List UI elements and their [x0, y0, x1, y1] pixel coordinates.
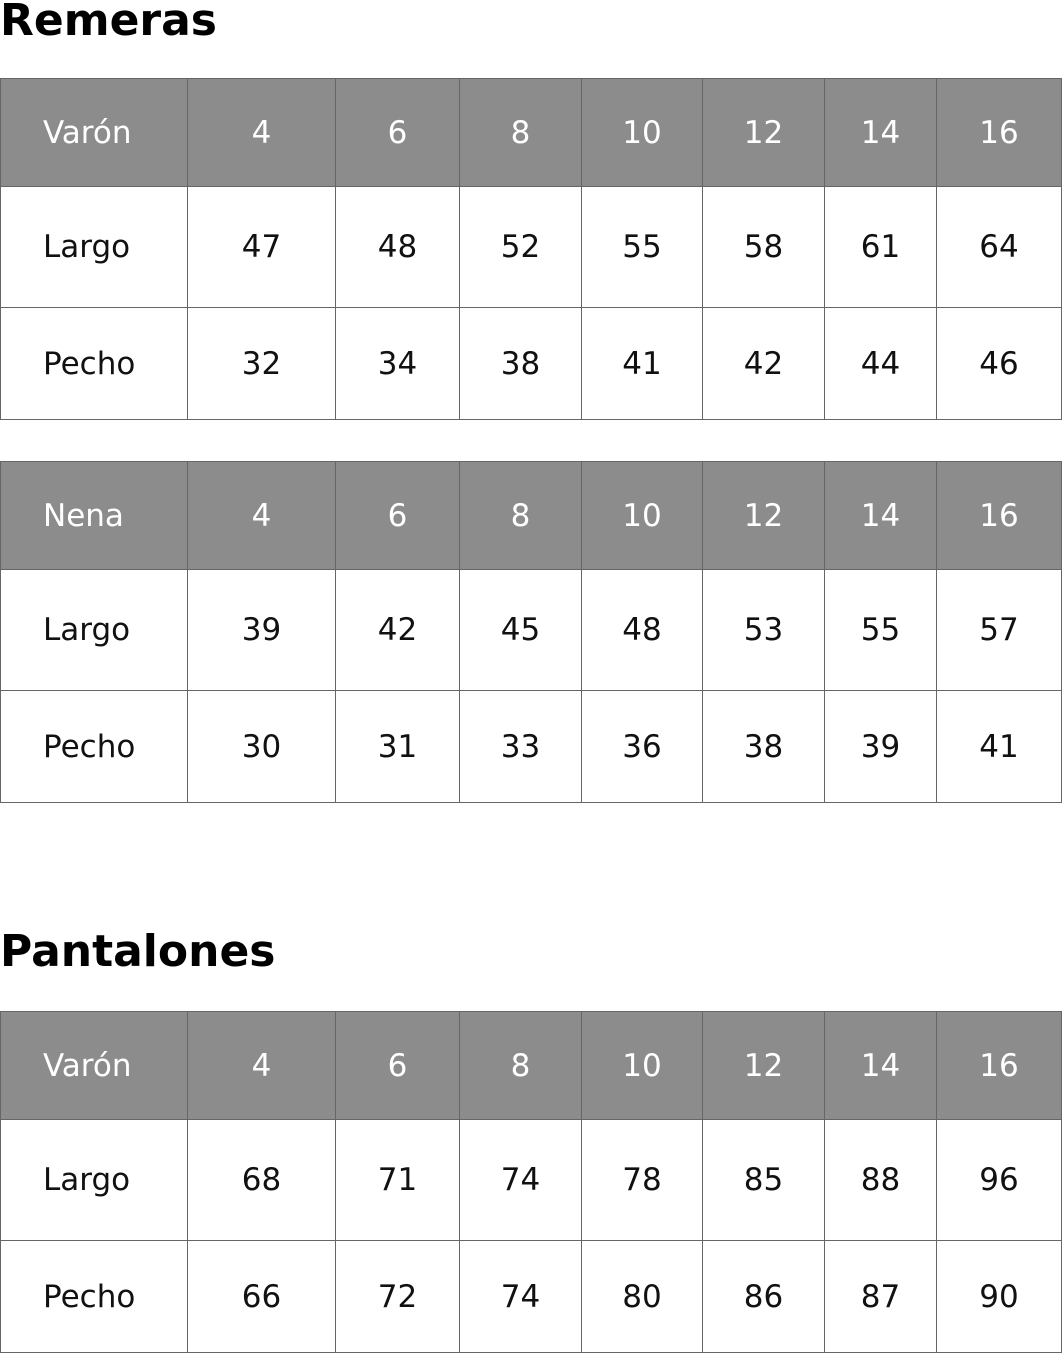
table-cell: 74: [460, 1120, 582, 1241]
table-cell: 74: [460, 1241, 582, 1353]
table-cell: 46: [937, 308, 1062, 420]
row-label: Pecho: [1, 1241, 188, 1353]
table-cell: 32: [188, 308, 336, 420]
header-cell-size: 16: [937, 462, 1062, 570]
row-label: Largo: [1, 570, 188, 691]
table-cell: 48: [582, 570, 703, 691]
table-row-pecho: [1, 308, 1062, 420]
header-cell-size: 8: [460, 1012, 582, 1120]
table-cell: 72: [336, 1241, 460, 1353]
table-cell: 86: [703, 1241, 825, 1353]
header-cell-gender: Nena: [1, 462, 188, 570]
table-cell: 42: [336, 570, 460, 691]
table-cell: 96: [937, 1120, 1062, 1241]
header-cell-size: 6: [336, 79, 460, 187]
table-cell: 39: [188, 570, 336, 691]
table-cell: 68: [188, 1120, 336, 1241]
row-label: Largo: [1, 187, 188, 308]
table-cell: 85: [703, 1120, 825, 1241]
table-cell: 55: [825, 570, 937, 691]
table-row-largo: [1, 570, 1062, 691]
table-cell: 90: [937, 1241, 1062, 1353]
header-cell-size: 8: [460, 462, 582, 570]
header-cell-gender: Varón: [1, 79, 188, 187]
table-row-largo: [1, 1120, 1062, 1241]
table-cell: 38: [703, 691, 825, 803]
header-cell-size: 14: [825, 462, 937, 570]
section-title-pantalones: Pantalones: [0, 926, 276, 977]
section-title-remeras: Remeras: [0, 0, 217, 46]
table-header-row: [1, 1012, 1062, 1120]
table-cell: 45: [460, 570, 582, 691]
header-cell-size: 12: [703, 79, 825, 187]
table-cell: 52: [460, 187, 582, 308]
table-row-largo: [1, 187, 1062, 308]
row-label: Pecho: [1, 308, 188, 420]
header-cell-size: 4: [188, 462, 336, 570]
size-table-pantalones-varon: [0, 1011, 1062, 1353]
row-label: Largo: [1, 1120, 188, 1241]
table-cell: 41: [937, 691, 1062, 803]
header-cell-size: 16: [937, 1012, 1062, 1120]
header-cell-size: 10: [582, 1012, 703, 1120]
header-cell-gender: Varón: [1, 1012, 188, 1120]
table-cell: 71: [336, 1120, 460, 1241]
table-cell: 66: [188, 1241, 336, 1353]
table-cell: 64: [937, 187, 1062, 308]
table-cell: 33: [460, 691, 582, 803]
table-cell: 41: [582, 308, 703, 420]
table-cell: 48: [336, 187, 460, 308]
header-cell-size: 4: [188, 79, 336, 187]
table-cell: 78: [582, 1120, 703, 1241]
header-cell-size: 10: [582, 79, 703, 187]
table-row-pecho: [1, 1241, 1062, 1353]
table-cell: 58: [703, 187, 825, 308]
table-row-pecho: [1, 691, 1062, 803]
header-cell-size: 16: [937, 79, 1062, 187]
table-header-row: [1, 79, 1062, 187]
table-cell: 39: [825, 691, 937, 803]
header-cell-size: 10: [582, 462, 703, 570]
row-label: Pecho: [1, 691, 188, 803]
header-cell-size: 8: [460, 79, 582, 187]
size-table-remeras-varon: [0, 78, 1062, 420]
table-cell: 53: [703, 570, 825, 691]
header-cell-size: 6: [336, 462, 460, 570]
table-cell: 30: [188, 691, 336, 803]
table-cell: 42: [703, 308, 825, 420]
header-cell-size: 4: [188, 1012, 336, 1120]
size-table-remeras-nena: [0, 461, 1062, 803]
table-cell: 87: [825, 1241, 937, 1353]
table-cell: 36: [582, 691, 703, 803]
table-cell: 47: [188, 187, 336, 308]
header-cell-size: 14: [825, 79, 937, 187]
header-cell-size: 6: [336, 1012, 460, 1120]
table-cell: 80: [582, 1241, 703, 1353]
table-cell: 57: [937, 570, 1062, 691]
header-cell-size: 14: [825, 1012, 937, 1120]
table-cell: 61: [825, 187, 937, 308]
table-cell: 55: [582, 187, 703, 308]
table-cell: 88: [825, 1120, 937, 1241]
table-cell: 31: [336, 691, 460, 803]
header-cell-size: 12: [703, 1012, 825, 1120]
table-cell: 38: [460, 308, 582, 420]
table-cell: 34: [336, 308, 460, 420]
table-cell: 44: [825, 308, 937, 420]
header-cell-size: 12: [703, 462, 825, 570]
table-header-row: [1, 462, 1062, 570]
